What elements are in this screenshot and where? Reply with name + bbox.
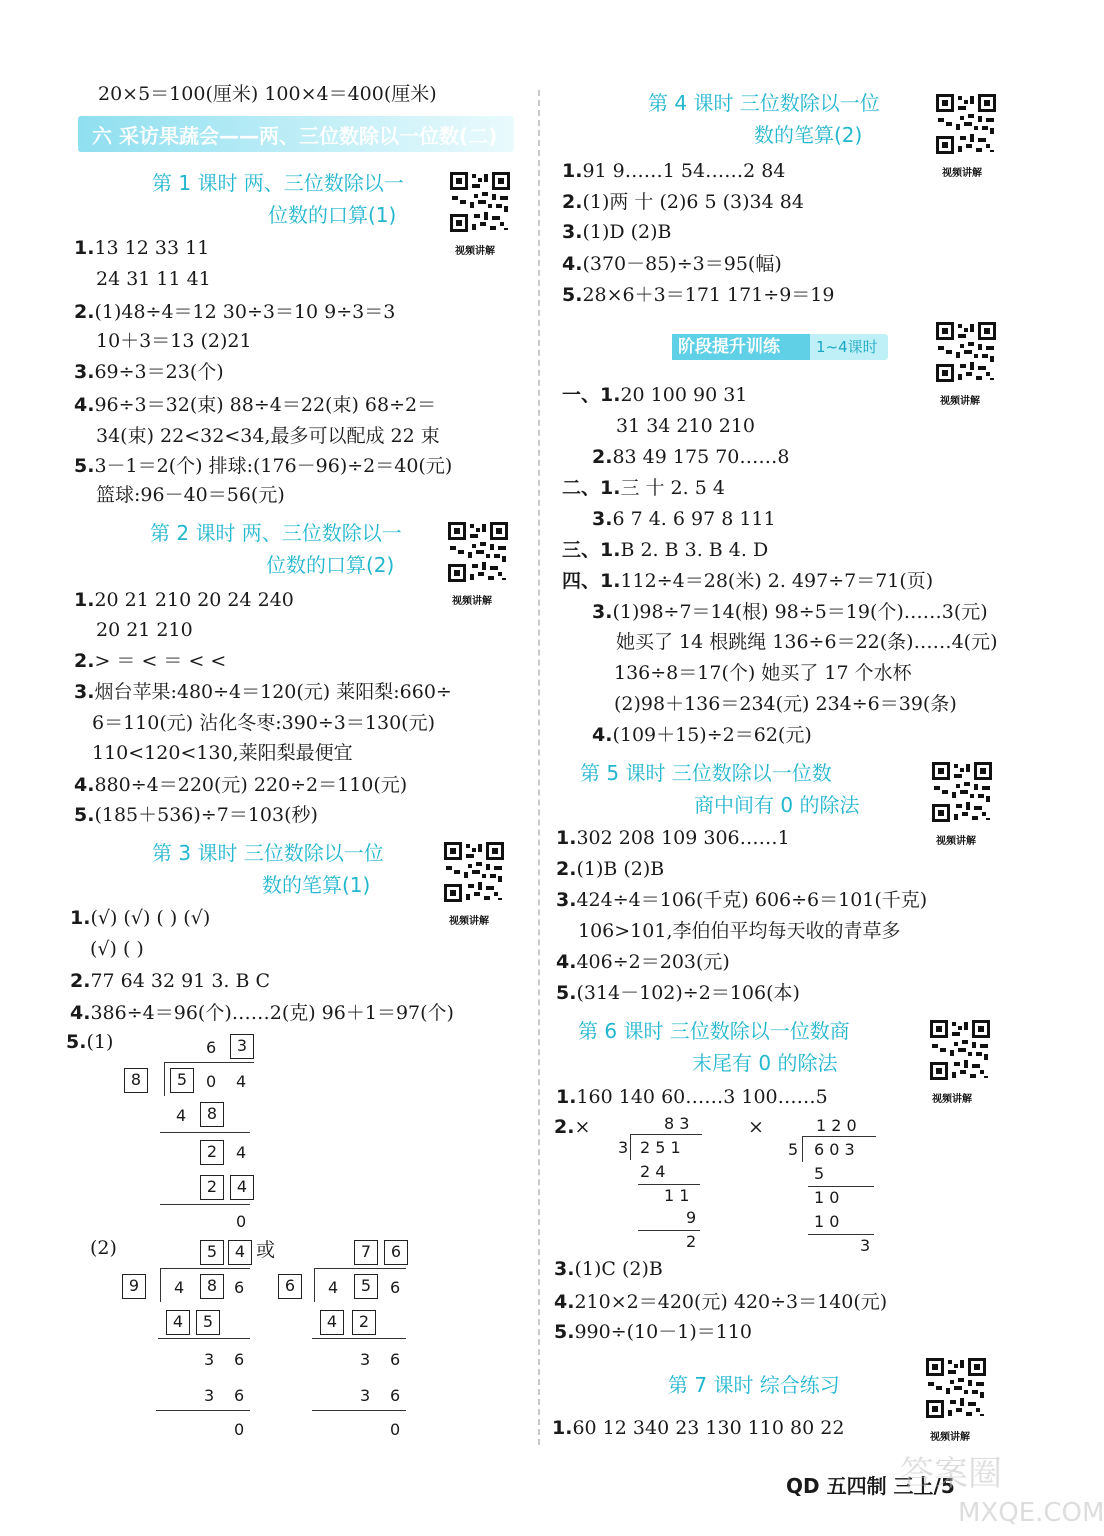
list-item: 4.386÷4＝96(个)……2(克) 96＋1＝97(个) <box>70 1002 454 1024</box>
lesson2-title-line1: 第 2 课时 两、三位数除以一 <box>150 521 402 545</box>
qr-code[interactable] <box>928 1018 992 1082</box>
list-item: 3.(1)D (2)B <box>562 221 672 243</box>
digit-box: 7 <box>354 1240 378 1265</box>
digit-box: 4 <box>228 1240 252 1265</box>
digit: 6 <box>390 1386 401 1405</box>
qr-code-icon <box>930 760 994 824</box>
list-item: 5.3－1＝2(个) 排球:(176－96)÷2＝40(元) <box>74 455 453 477</box>
digit: 3 <box>860 1236 871 1255</box>
stage-label: 阶段提升训练 <box>672 334 810 360</box>
list-item: 1.91 9……1 54……2 84 <box>562 160 786 182</box>
lesson6-title-line1: 第 6 课时 三位数除以一位数商 <box>578 1019 850 1043</box>
division-bar <box>630 1134 702 1135</box>
digit-box: 4 <box>230 1175 254 1200</box>
digit: 6 <box>234 1386 245 1405</box>
list-item: 31 34 210 210 <box>616 415 756 437</box>
list-item: 20 21 210 <box>96 619 193 641</box>
digit-box: 5 <box>200 1240 224 1265</box>
digit-box: 5 <box>196 1310 220 1335</box>
digit: 3 <box>618 1138 629 1157</box>
digit-box: 5 <box>170 1068 194 1093</box>
digit: 4 <box>176 1106 187 1125</box>
qr-code[interactable] <box>448 170 512 234</box>
step-line <box>158 1338 250 1339</box>
qr-caption: 视频讲解 <box>452 596 492 607</box>
qr-code[interactable] <box>924 1356 988 1420</box>
qr-code-icon <box>924 1356 988 1420</box>
list-item: 三、1.B 2. B 3. B 4. D <box>562 539 769 561</box>
list-item: (2)98＋136＝234(元) 234÷6＝39(条) <box>614 693 957 715</box>
digit-box: 2 <box>200 1175 224 1200</box>
division-bar <box>164 1062 254 1063</box>
digit: 4 <box>236 1143 247 1162</box>
digit-box: 6 <box>278 1274 302 1299</box>
list-item: 5.(1) <box>66 1031 114 1053</box>
digit: 9 <box>686 1208 697 1227</box>
column-divider <box>538 90 540 1445</box>
digit: 1 0 <box>814 1188 840 1207</box>
digit: 0 <box>236 1212 247 1231</box>
list-item: 3.69÷3＝23(个) <box>74 361 224 383</box>
list-item: 1.302 208 109 306……1 <box>556 827 790 849</box>
top-line: 20×5＝100(厘米) 100×4＝400(厘米) <box>98 83 437 105</box>
digit: 4 <box>174 1278 185 1297</box>
list-item: 5.(185＋536)÷7＝103(秒) <box>74 804 318 826</box>
digit: 2 5 1 <box>640 1138 681 1157</box>
step-line <box>808 1234 874 1235</box>
digit: 6 <box>234 1278 245 1297</box>
list-item: 四、1.112÷4＝28(米) 2. 497÷7＝71(页) <box>562 570 934 592</box>
digit: 6 <box>390 1278 401 1297</box>
list-item: 她买了 14 根跳绳 136÷6＝22(条)……4(元) <box>616 631 998 653</box>
list-item: 10＋3＝13 (2)21 <box>96 330 252 352</box>
list-item: 2.(1)两 十 (2)6 5 (3)34 84 <box>562 191 804 213</box>
list-item: 110<120<130,莱阳梨最便宜 <box>92 742 353 764</box>
list-item: (√) ( ) <box>90 938 144 960</box>
qr-code[interactable] <box>446 520 510 584</box>
page-footer: QD 五四制 三上/5 <box>786 1474 955 1498</box>
watermark: 答案圈 <box>900 1454 1002 1494</box>
digit: 0 <box>206 1072 217 1091</box>
lesson4-title-line1: 第 4 课时 三位数除以一位 <box>648 91 880 115</box>
qr-caption: 视频讲解 <box>932 1094 972 1105</box>
list-item: 4.880÷4＝220(元) 220÷2＝110(元) <box>74 774 408 796</box>
or-label: 或 <box>256 1239 276 1261</box>
list-item: 3.6 7 4. 6 97 8 111 <box>592 508 776 530</box>
division-bracket <box>160 1268 161 1302</box>
division-bracket <box>630 1134 631 1160</box>
step-line <box>638 1184 700 1185</box>
digit: 2 4 <box>640 1162 666 1181</box>
list-item: 3.(1)98÷7＝14(根) 98÷5＝19(个)……3(元) <box>592 601 988 623</box>
unit-title: 六 采访果蔬会——两、三位数除以一位数(二) <box>92 124 498 148</box>
qr-code-icon <box>934 320 998 384</box>
digit-box: 4 <box>320 1310 344 1335</box>
list-item: 4.210×2＝420(元) 420÷3＝140(元) <box>554 1291 888 1313</box>
qr-caption: 视频讲解 <box>942 168 982 179</box>
step-line <box>160 1132 250 1133</box>
list-item: 3.(1)C (2)B <box>554 1258 663 1280</box>
label-2: (2) <box>90 1237 117 1259</box>
lesson5-title-line2: 商中间有 0 的除法 <box>694 793 860 817</box>
list-item: 2.× <box>554 1116 591 1138</box>
step-line <box>160 1204 250 1205</box>
step-line <box>638 1230 700 1231</box>
lesson1-title-line1: 第 1 课时 两、三位数除以一 <box>152 171 404 195</box>
list-item: 2.(1)B (2)B <box>556 858 665 880</box>
digit-box: 5 <box>354 1274 378 1299</box>
stage-range: 1~4课时 <box>816 338 878 356</box>
digit-box: 8 <box>124 1068 148 1093</box>
lesson3-title-line1: 第 3 课时 三位数除以一位 <box>152 841 384 865</box>
digit: 1 1 <box>664 1186 690 1205</box>
list-item: 2.(1)48÷4＝12 30÷3＝10 9÷3＝3 <box>74 301 396 323</box>
qr-code[interactable] <box>934 92 998 156</box>
list-item: 1.160 140 60……3 100……5 <box>556 1086 828 1108</box>
list-item: 一、1.20 100 90 31 <box>562 384 748 406</box>
list-item: 3.烟台苹果:480÷4＝120(元) 莱阳梨:660÷ <box>74 681 452 703</box>
unit-title-bar <box>78 116 514 152</box>
qr-code[interactable] <box>934 320 998 384</box>
lesson5-title-line1: 第 5 课时 三位数除以一位数 <box>580 761 832 785</box>
digit-box: 8 <box>200 1102 224 1127</box>
list-item: 4.96÷3＝32(束) 88÷4＝22(束) 68÷2＝ <box>74 394 437 416</box>
list-item: 1.(√) (√) ( ) (√) <box>70 907 211 929</box>
qr-code-icon <box>446 520 510 584</box>
watermark-url: MXQE.COM <box>958 1498 1104 1528</box>
division-bar <box>314 1268 406 1269</box>
digit: 8 3 <box>664 1114 690 1133</box>
list-item: 4.(370－85)÷3＝95(幅) <box>562 253 782 275</box>
list-item: 6＝110(元) 沾化冬枣:390÷3＝130(元) <box>92 712 435 734</box>
qr-caption: 视频讲解 <box>455 246 495 257</box>
digit-box: 9 <box>122 1274 146 1299</box>
list-item: 2.> ＝ < ＝ < < <box>74 650 227 672</box>
digit: 5 <box>788 1140 799 1159</box>
stage-training-banner <box>672 334 888 360</box>
division-bar <box>802 1136 876 1137</box>
list-item: 2.77 64 32 91 3. B C <box>70 970 271 992</box>
qr-caption: 视频讲解 <box>940 396 980 407</box>
qr-caption: 视频讲解 <box>930 1432 970 1443</box>
digit-box: 2 <box>352 1310 376 1335</box>
list-item: 篮球:96－40＝56(元) <box>96 484 285 506</box>
digit: 4 <box>328 1278 339 1297</box>
list-item: 1.20 21 210 20 24 240 <box>74 589 294 611</box>
digit-box: 4 <box>166 1310 190 1335</box>
digit-box: 6 <box>384 1240 408 1265</box>
qr-code-icon <box>442 840 506 904</box>
step-line <box>808 1186 874 1187</box>
qr-caption: 视频讲解 <box>449 916 489 927</box>
division-bracket <box>314 1268 315 1302</box>
lesson4-title-line2: 数的笔算(2) <box>754 123 863 147</box>
qr-caption: 视频讲解 <box>936 836 976 847</box>
digit: 6 <box>234 1350 245 1369</box>
list-item: 1.60 12 340 23 130 110 80 22 <box>552 1417 845 1439</box>
list-item: 4.(109＋15)÷2＝62(元) <box>592 724 812 746</box>
list-item: 二、1.三 十 2. 5 4 <box>562 477 725 499</box>
qr-code[interactable] <box>442 840 506 904</box>
digit: 6 0 3 <box>814 1140 855 1159</box>
digit: 5 <box>814 1164 825 1183</box>
digit: 6 <box>206 1038 217 1057</box>
division-bar <box>160 1268 250 1269</box>
digit: 3 <box>204 1386 215 1405</box>
step-line <box>312 1410 406 1411</box>
list-item: 24 31 11 41 <box>96 268 211 290</box>
lesson7-title: 第 7 课时 综合练习 <box>668 1373 840 1397</box>
lesson1-title-line2: 位数的口算(1) <box>268 203 397 227</box>
digit: 0 <box>390 1420 401 1439</box>
digit-box: 2 <box>200 1140 224 1165</box>
digit: 6 <box>390 1350 401 1369</box>
qr-code-icon <box>448 170 512 234</box>
division-bracket <box>164 1062 165 1096</box>
step-line <box>312 1338 406 1339</box>
digit: 4 <box>236 1072 247 1091</box>
cross-mark: × <box>748 1116 764 1138</box>
lesson3-title-line2: 数的笔算(1) <box>262 873 371 897</box>
lesson6-title-line2: 末尾有 0 的除法 <box>692 1051 838 1075</box>
list-item: 4.406÷2＝203(元) <box>556 951 730 973</box>
qr-code-icon <box>928 1018 992 1082</box>
digit: 3 <box>360 1386 371 1405</box>
list-item: 106>101,李伯伯平均每天收的青草多 <box>578 920 901 942</box>
digit: 3 <box>360 1350 371 1369</box>
list-item: 2.83 49 175 70……8 <box>592 446 790 468</box>
digit: 0 <box>234 1420 245 1439</box>
qr-code-icon <box>934 92 998 156</box>
digit-box: 8 <box>200 1274 224 1299</box>
list-item: 5.990÷(10－1)＝110 <box>554 1321 752 1343</box>
digit: 2 <box>686 1232 697 1251</box>
digit-box: 3 <box>230 1034 254 1059</box>
step-line <box>156 1410 250 1411</box>
list-item: 34(束) 22<32<34,最多可以配成 22 束 <box>96 425 440 447</box>
list-item: 5.(314－102)÷2＝106(本) <box>556 982 800 1004</box>
list-item: 3.424÷4＝106(千克) 606÷6＝101(千克) <box>556 889 928 911</box>
digit: 1 0 <box>814 1212 840 1231</box>
qr-code[interactable] <box>930 760 994 824</box>
list-item: 136÷8＝17(个) 她买了 17 个水杯 <box>614 662 912 684</box>
list-item: 1.13 12 33 11 <box>74 237 210 259</box>
list-item: 5.28×6＋3＝171 171÷9＝19 <box>562 284 835 306</box>
digit: 3 <box>204 1350 215 1369</box>
digit: 1 2 0 <box>816 1116 857 1135</box>
division-bracket <box>802 1136 803 1162</box>
lesson2-title-line2: 位数的口算(2) <box>266 553 395 577</box>
